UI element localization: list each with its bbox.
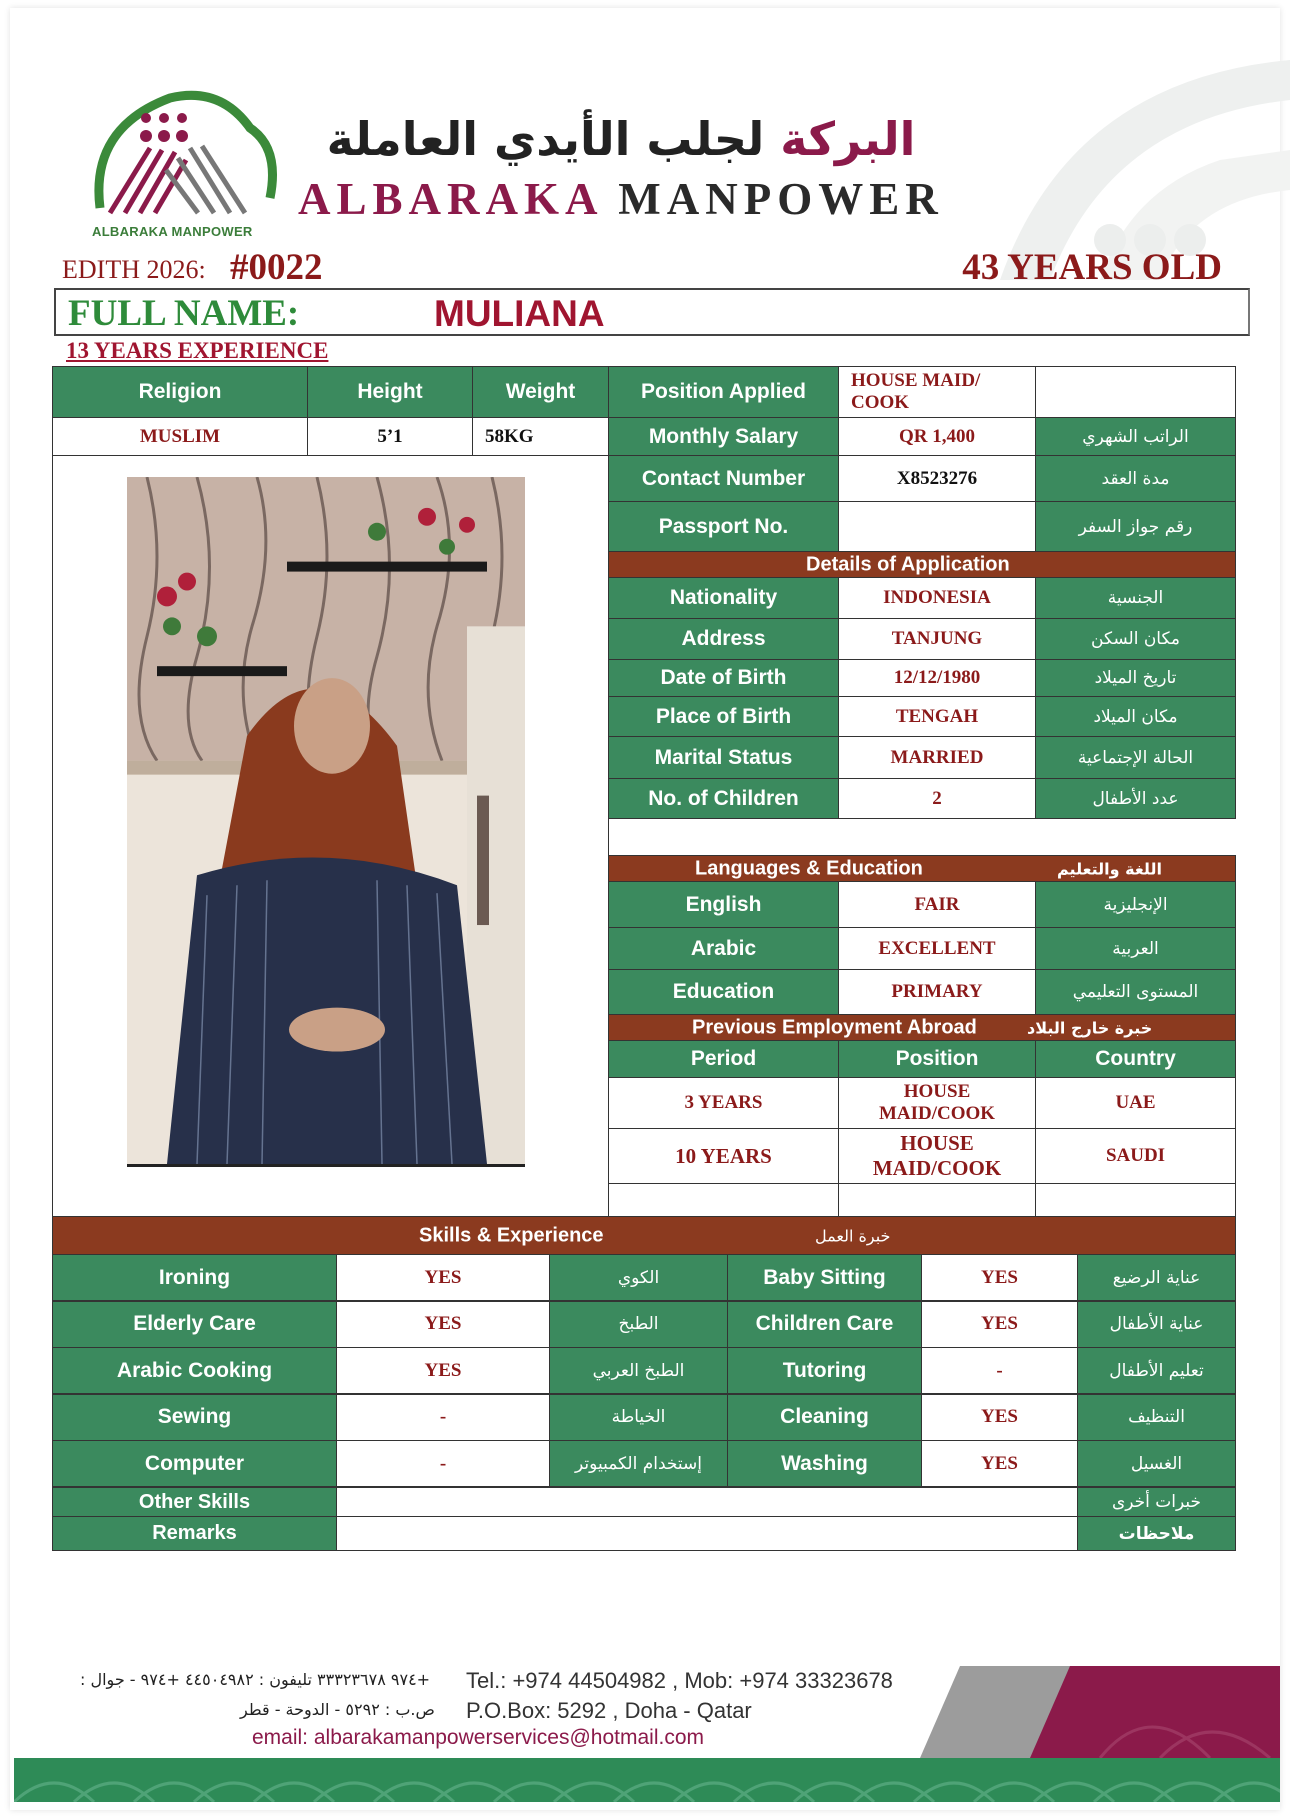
passport-label: Passport No. [608, 501, 839, 552]
blank-cell [1035, 366, 1236, 418]
employment-title-ar: خبرة خارج البلاد [1027, 1018, 1153, 1037]
detail-label-ar: مكان الميلاد [1035, 696, 1236, 737]
languages-header [608, 855, 1236, 882]
remarks-value [336, 1516, 1078, 1551]
height-value: 5’1 [307, 417, 473, 456]
employment-title: Previous Employment Abroad [692, 1016, 977, 1038]
detail-label: No. of Children [608, 778, 839, 819]
skill-label-ar: الغسيل [1077, 1440, 1236, 1487]
age-label: 43 YEARS OLD [962, 247, 1222, 288]
skill-label-ar: التنظيف [1077, 1394, 1236, 1441]
skill-label: Baby Sitting [727, 1254, 922, 1301]
brand-name-english [298, 173, 944, 225]
detail-label-ar: عدد الأطفال [1035, 778, 1236, 819]
detail-value: 12/12/1980 [838, 659, 1036, 697]
position-value-line1: HOUSE MAID/ [851, 370, 981, 391]
skill-value: YES [921, 1394, 1078, 1441]
skills-header [52, 1216, 1236, 1255]
remarks-label-ar: ملاحظات [1077, 1516, 1236, 1551]
position-label: Position Applied [608, 366, 839, 418]
employment-position-line2: MAID/COOK [872, 1156, 1002, 1180]
skill-value: - [336, 1440, 550, 1487]
language-label: Arabic [608, 927, 839, 970]
footer-graphic [920, 1666, 1280, 1758]
detail-label-ar: الحالة الإجتماعية [1035, 736, 1236, 779]
detail-label-ar: مكان السكن [1035, 618, 1236, 660]
brand-en-second: MANPOWER [618, 174, 944, 224]
skill-value: YES [921, 1440, 1078, 1487]
position-value [838, 366, 1036, 418]
religion-value: MUSLIM [52, 417, 308, 456]
detail-label: Place of Birth [608, 696, 839, 737]
brand-en-first: ALBARAKA [298, 174, 602, 224]
skill-label-ar: عناية الرضيع [1077, 1254, 1236, 1301]
language-label: English [608, 881, 839, 928]
detail-label: Date of Birth [608, 659, 839, 697]
detail-label: Address [608, 618, 839, 660]
weight-value: 58KG [472, 417, 609, 456]
footer-address-arabic: ص.ب : ٥٢٩٢ - الدوحة - قطر [240, 1700, 435, 1719]
company-logo-icon [80, 88, 280, 243]
position-value-line2: COOK [851, 392, 910, 413]
remarks-label: Remarks [52, 1516, 337, 1551]
detail-value: MARRIED [838, 736, 1036, 779]
brand-ar-first: البركة [780, 112, 916, 166]
skill-value: YES [921, 1254, 1078, 1301]
skill-label: Sewing [52, 1394, 337, 1441]
skill-label: Arabic Cooking [52, 1347, 337, 1394]
detail-label-ar: تاريخ الميلاد [1035, 659, 1236, 697]
skill-label: Elderly Care [52, 1301, 337, 1348]
skill-value: - [336, 1394, 550, 1441]
skill-label: Computer [52, 1440, 337, 1487]
footer-email: email: albarakamanpowerservices@hotmail.com [252, 1726, 704, 1749]
experience-label: 13 YEARS EXPERIENCE [66, 338, 329, 363]
detail-value: TENGAH [838, 696, 1036, 737]
skill-label-ar: الكوي [549, 1254, 728, 1301]
employment-empty-cell [838, 1183, 1036, 1217]
footer-band [14, 1758, 1280, 1802]
col-period: Period [608, 1040, 839, 1078]
detail-label-ar: الجنسية [1035, 577, 1236, 619]
height-label: Height [307, 366, 473, 418]
brand-name-arabic [296, 112, 946, 166]
detail-label: Marital Status [608, 736, 839, 779]
skill-label: Cleaning [727, 1394, 922, 1441]
language-label-ar: الإنجليزية [1035, 881, 1236, 928]
skill-label: Tutoring [727, 1347, 922, 1394]
employment-empty-cell [1035, 1183, 1236, 1217]
religion-label: Religion [52, 366, 308, 418]
skill-label-ar: الطبخ العربي [549, 1347, 728, 1394]
employment-position [838, 1077, 1036, 1129]
language-label-ar: العربية [1035, 927, 1236, 970]
languages-title-ar: اللغة والتعليم [1057, 859, 1162, 878]
detail-value: INDONESIA [838, 577, 1036, 619]
salary-label: Monthly Salary [608, 417, 839, 456]
detail-label: Nationality [608, 577, 839, 619]
edition-label: EDITH 2026: [62, 255, 206, 284]
footer-phone-arabic: +٩٧٤ ٣٣٣٢٣٦٧٨ تليفون : ٤٤٥٠٤٩٨٢ +٩٧٤ - جوال : [80, 1670, 431, 1689]
language-value: EXCELLENT [838, 927, 1036, 970]
full-name-value: MULIANA [434, 293, 605, 334]
other-skills-value [336, 1487, 1078, 1517]
footer-phone: Tel.: +974 44504982 , Mob: +974 33323678 [466, 1668, 893, 1693]
employment-position [838, 1128, 1036, 1184]
employment-empty-cell [608, 1183, 839, 1217]
employment-country: UAE [1035, 1077, 1236, 1129]
contact-value: X8523276 [838, 455, 1036, 502]
weight-label: Weight [472, 366, 609, 418]
logo-caption: ALBARAKA MANPOWER [92, 224, 253, 239]
employment-header [608, 1014, 1236, 1041]
employment-period: 10 YEARS [608, 1128, 839, 1184]
detail-value: TANJUNG [838, 618, 1036, 660]
skill-value: YES [336, 1347, 550, 1394]
full-name-box [54, 288, 1250, 336]
salary-value: QR 1,400 [838, 417, 1036, 456]
reference-number: #0022 [230, 247, 323, 288]
skill-label-ar: عناية الأطفال [1077, 1301, 1236, 1348]
watermark-graphic [960, 40, 1290, 280]
other-skills-label-ar: خبرات أخرى [1077, 1487, 1236, 1517]
salary-label-ar: الراتب الشهري [1035, 417, 1236, 456]
passport-value [838, 501, 1036, 552]
skill-value: YES [336, 1254, 550, 1301]
employment-position-line2: MAID/COOK [878, 1103, 996, 1124]
details-header [608, 551, 1236, 578]
col-position: Position [838, 1040, 1036, 1078]
detail-value: 2 [838, 778, 1036, 819]
skill-label: Washing [727, 1440, 922, 1487]
skills-title: Skills & Experience [419, 1224, 604, 1246]
employment-country: SAUDI [1035, 1128, 1236, 1184]
skills-title-ar: خبرة العمل [815, 1226, 891, 1245]
skill-value: - [921, 1347, 1078, 1394]
col-country: Country [1035, 1040, 1236, 1078]
language-value: FAIR [838, 881, 1036, 928]
other-skills-label: Other Skills [52, 1487, 337, 1517]
candidate-photo [127, 477, 525, 1167]
employment-position-line1: HOUSE [900, 1131, 974, 1155]
skill-label-ar: الطبخ [549, 1301, 728, 1348]
skill-label: Children Care [727, 1301, 922, 1348]
footer-address: P.O.Box: 5292 , Doha - Qatar [466, 1698, 752, 1723]
language-value: PRIMARY [838, 969, 1036, 1015]
contact-label: Contact Number [608, 455, 839, 502]
language-label: Education [608, 969, 839, 1015]
passport-label-ar: رقم جواز السفر [1035, 501, 1236, 552]
language-label-ar: المستوى التعليمي [1035, 969, 1236, 1015]
contact-label-ar: مدة العقد [1035, 455, 1236, 502]
skill-value: YES [336, 1301, 550, 1348]
skill-label-ar: إستخدام الكمبيوتر [549, 1440, 728, 1487]
skill-label-ar: تعليم الأطفال [1077, 1347, 1236, 1394]
skill-value: YES [921, 1301, 1078, 1348]
employment-period: 3 YEARS [608, 1077, 839, 1129]
skill-label-ar: الخياطة [549, 1394, 728, 1441]
languages-title: Languages & Education [695, 857, 923, 879]
full-name-label: FULL NAME: [68, 293, 300, 334]
skill-label: Ironing [52, 1254, 337, 1301]
employment-position-line1: HOUSE [903, 1081, 971, 1102]
details-title: Details of Application [806, 553, 1010, 575]
brand-ar-rest: لجلب الأيدي العاملة [326, 112, 765, 166]
